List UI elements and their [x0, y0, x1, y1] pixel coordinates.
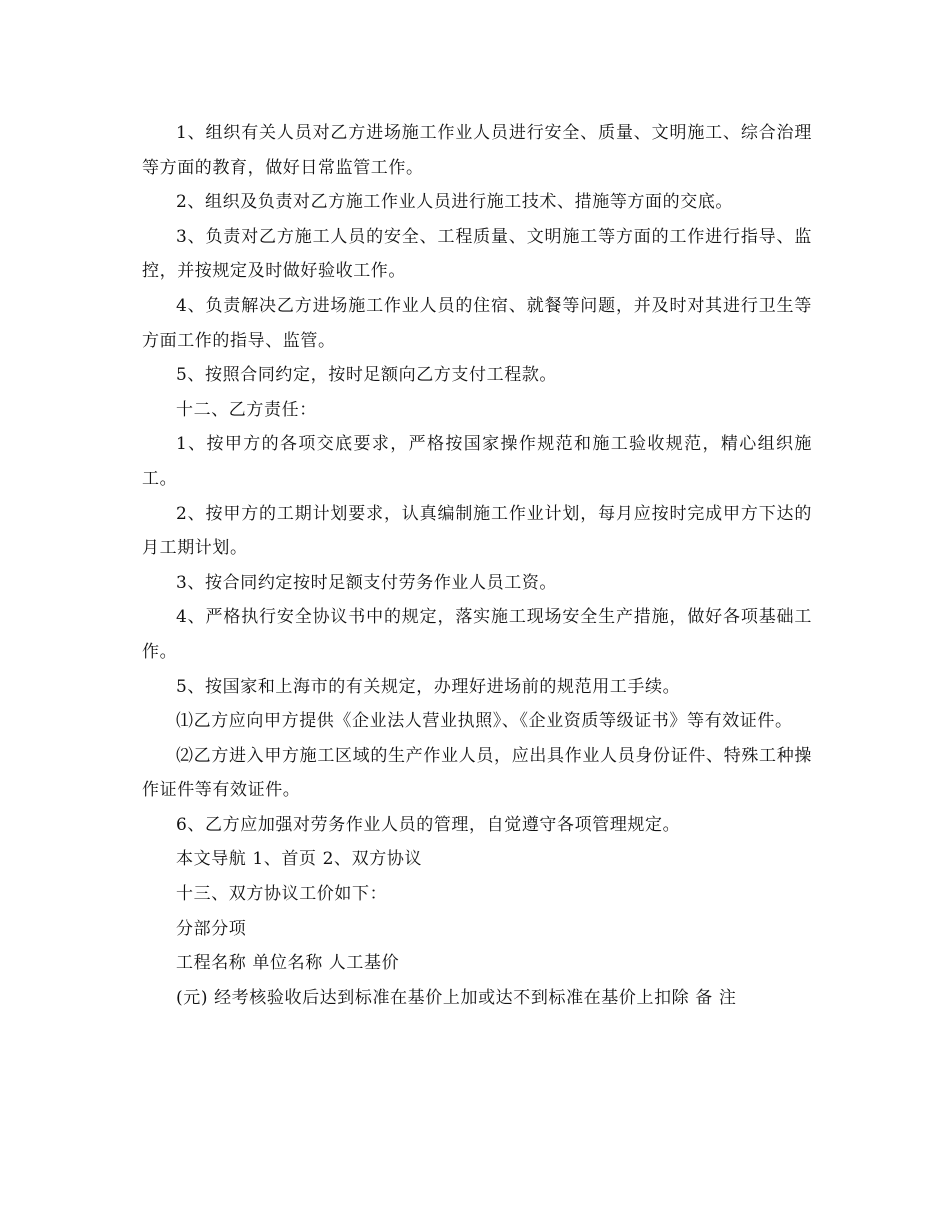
- paragraph-party-b-duty-6: 6、乙方应加强对劳务作业人员的管理，自觉遵守各项管理规定。: [176, 814, 681, 835]
- paragraph-sub-item-2: ⑵乙方进入甲方施工区域的生产作业人员，应出具作业人员身份证件、特殊工种操作证件等有效证件。: [142, 745, 812, 801]
- table-header-line-1: 分部分项: [176, 918, 247, 939]
- paragraph-party-a-duty-2: 2、组织及负责对乙方施工作业人员进行施工技术、措施等方面的交底。: [176, 192, 734, 213]
- paragraph-sub-item-1: ⑴乙方应向甲方提供《企业法人营业执照》、《企业资质等级证书》等有效证件。: [176, 711, 793, 732]
- paragraph-party-a-duty-1: 1、组织有关人员对乙方进场施工作业人员进行安全、质量、文明施工、综合治理等方面的教育，做好日常监管工作。: [142, 123, 812, 178]
- section-heading-party-b: 十二、乙方责任：: [176, 399, 317, 420]
- paragraph-party-b-duty-5: 5、按国家和上海市的有关规定，办理好进场前的规范用工手续。: [176, 676, 681, 697]
- paragraph-party-b-duty-3: 3、按合同约定按时足额支付劳务作业人员工资。: [176, 572, 558, 593]
- paragraph-party-a-duty-3: 3、负责对乙方施工人员的安全、工程质量、文明施工等方面的工作进行指导、监控，并按规定及时做好验收工作。: [142, 226, 812, 282]
- table-header-line-3: (元) 经考核验收后达到标准在基价上加或达不到标准在基价上扣除 备 注: [176, 987, 737, 1008]
- paragraph-party-b-duty-2: 2、按甲方的工期计划要求，认真编制施工作业计划，每月应按时完成甲方下达的月工期计划。: [142, 503, 812, 559]
- paragraph-party-b-duty-1: 1、按甲方的各项交底要求，严格按国家操作规范和施工验收规范，精心组织施工。: [142, 434, 812, 489]
- paragraph-party-a-duty-5: 5、按照合同约定，按时足额向乙方支付工程款。: [176, 365, 558, 386]
- document-navigation: 本文导航 1、首页 2、双方协议: [176, 849, 423, 870]
- table-header-line-2: 工程名称 单位名称 人工基价: [176, 953, 400, 974]
- section-heading-agreed-price: 十三、双方协议工价如下：: [176, 884, 388, 905]
- paragraph-party-b-duty-4: 4、严格执行安全协议书中的规定，落实施工现场安全生产措施，做好各项基础工作。: [142, 607, 812, 662]
- document-body: [142, 116, 812, 1015]
- paragraph-party-a-duty-4: 4、负责解决乙方进场施工作业人员的住宿、就餐等问题，并及时对其进行卫生等方面工作的指导、监管。: [142, 295, 812, 351]
